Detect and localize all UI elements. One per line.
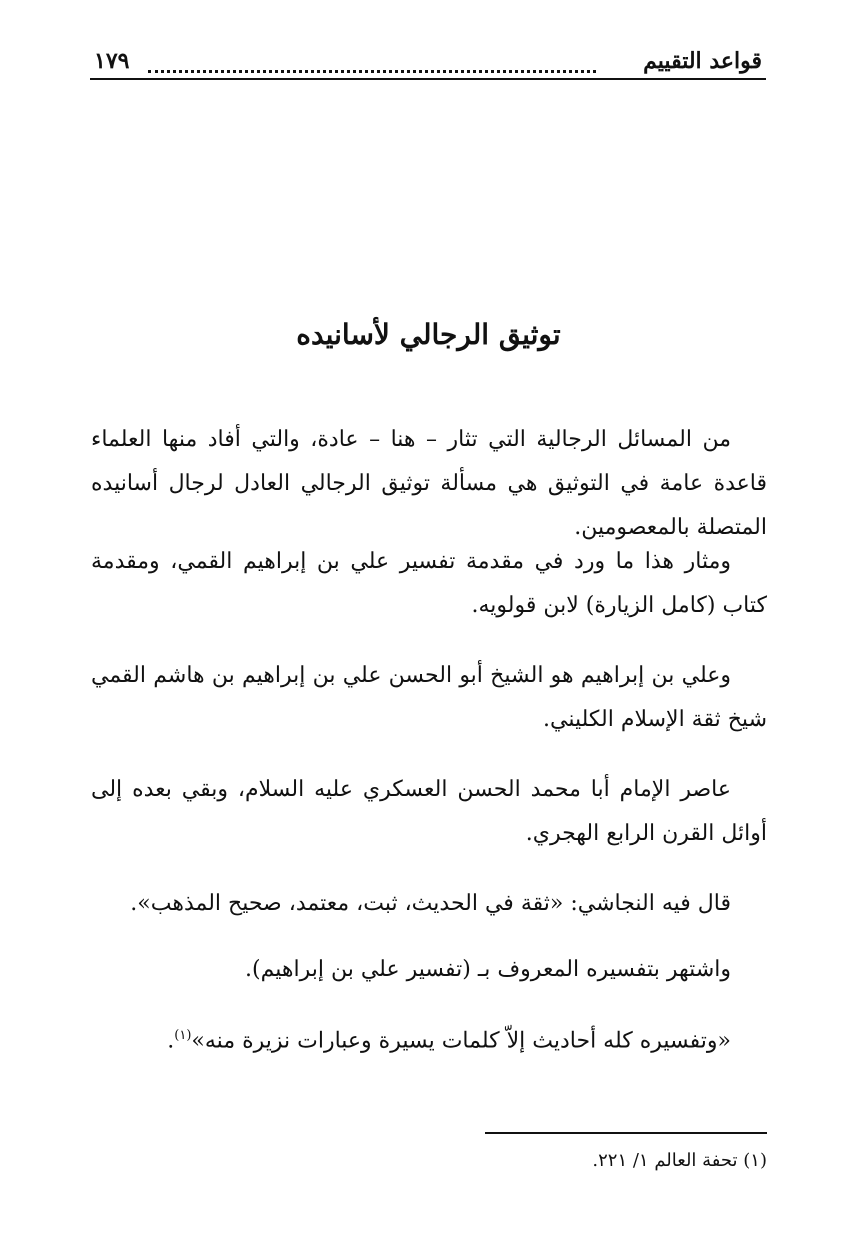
leader-dots (148, 56, 596, 73)
section-heading: توثيق الرجالي لأسانيده (296, 318, 561, 351)
tafsir-quote-end: . (167, 1028, 175, 1054)
footnote-reference: (١) (174, 1028, 192, 1043)
footnote-divider (485, 1132, 767, 1134)
running-head-title: قواعد التقييم (643, 48, 762, 74)
paragraph-4: عاصر الإمام أبا محمد الحسن العسكري عليه السلام، وبقي بعده إلى أوائل القرن الرابع الهجري. (91, 777, 767, 846)
footnote: (١) تحفة العالم ١/ ٢٢١. (592, 1150, 767, 1171)
paragraph-1: من المسائل الرجالية التي تثار – هنا – عادة، والتي أفاد منها العلماء قاعدة عامة في التوثيق هي مسألة توثيق الرجالي العادل لرجال أسانيده المتصلة بالمعصومين. (91, 427, 767, 540)
page-number: ١٧٩ (94, 48, 130, 74)
paragraph-3: وعلي بن إبراهيم هو الشيخ أبو الحسن علي بن إبراهيم بن هاشم القمي شيخ ثقة الإسلام الكليني. (91, 663, 767, 732)
paragraph-2: ومثار هذا ما ورد في مقدمة تفسير علي بن إبراهيم القمي، ومقدمة كتاب (كامل الزيارة) لابن قولويه. (91, 549, 767, 618)
tafsir-quote (91, 1014, 731, 1063)
tafsir-quote-text: «وتفسيره كله أحاديث إلاّ كلمات يسيرة وعبارات نزيرة منه» (191, 1028, 731, 1054)
najashi-quote: قال فيه النجاشي: «ثقة في الحديث، ثبت، معتمد، صحيح المذهب». (130, 891, 731, 916)
running-head (90, 46, 766, 80)
tafsir-line: واشتهر بتفسيره المعروف بـ (تفسير علي بن إبراهيم). (245, 957, 731, 982)
